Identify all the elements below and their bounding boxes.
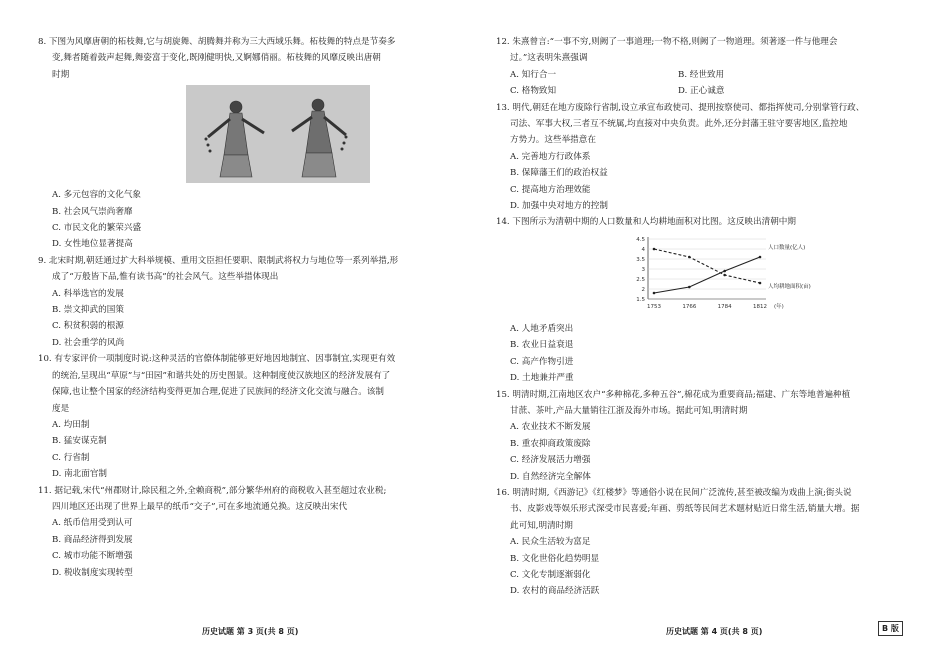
q16-option-a: A. 民众生活较为富足 (510, 537, 591, 548)
q14-option-d: D. 土地兼并严重 (510, 373, 574, 384)
chart-y-tick-label: 1.5 (636, 296, 645, 303)
q8-option-c: C. 市民文化的繁荣兴盛 (52, 223, 142, 234)
q8-option-a: A. 多元包容的文化气象 (52, 190, 142, 201)
q10-stem-3: 保障,也让整个国家的经济结构变得更加合理,促进了民族间的经济文化交流与融合。该制 (52, 387, 385, 398)
q16-stem-3: 此可知,明清时期 (510, 520, 573, 531)
chart-svg (626, 233, 826, 319)
q8-stem-3: 时期 (52, 69, 70, 80)
chart-point (723, 270, 726, 273)
q16-option-c: C. 文化专制逐渐弱化 (510, 569, 591, 580)
q8-option-d: D. 女性地位显著提高 (52, 239, 133, 250)
q16-option-d: D. 农村的商品经济活跃 (510, 586, 600, 597)
dance-illustration (186, 85, 370, 183)
chart-point (759, 282, 762, 285)
q15-option-b: B. 重农抑商政策废除 (510, 438, 591, 449)
right-column (496, 34, 914, 600)
q12-option-d: D. 正心诚意 (678, 86, 725, 97)
q9-stem-2: 成了“万般皆下品,惟有读书高”的社会风气。这些举措体现出 (52, 272, 279, 283)
q10-option-d: D. 南北面官制 (52, 469, 108, 480)
chart-y-tick-label: 2 (641, 286, 645, 293)
q14-stem-1: 14. 下图所示为清朝中期的人口数量和人均耕地面积对比图。这反映出清朝中期 (496, 217, 796, 228)
chart-series-label: 人口数量(亿人) (768, 244, 806, 251)
q12-options-row-1 (496, 67, 914, 83)
chart-point (688, 256, 691, 259)
question-12 (496, 34, 914, 100)
question-16 (496, 485, 914, 600)
chart-point (723, 274, 726, 277)
chart-series-line-2 (654, 249, 760, 283)
left-column (38, 34, 466, 581)
dancers-image (186, 85, 370, 183)
q14-option-a: A. 人地矛盾突出 (510, 323, 574, 334)
question-8 (38, 34, 466, 253)
chart-y-tick-label: 3 (641, 266, 645, 273)
version-badge: B 版 (878, 621, 903, 636)
q15-stem-1: 15. 明清时期,江南地区农户“多种棉花,多种五谷”,棉花成为重要商品;福建、广东等地普遍种植 (496, 389, 851, 400)
q9-option-c: C. 积贫积弱的根源 (52, 321, 124, 332)
footer-page-4: 历史试题 第 4 页(共 8 页) (666, 627, 763, 636)
q10-stem-4: 度是 (52, 403, 70, 414)
q12-option-c: C. 格物致知 (510, 86, 557, 97)
chart-x-tick-label: 1812 (753, 303, 767, 310)
q9-option-d: D. 社会重学的风尚 (52, 337, 125, 348)
q16-option-b: B. 文化世俗化趋势明显 (510, 553, 600, 564)
q15-option-a: A. 农业技术不断发展 (510, 422, 591, 433)
q14-option-b: B. 农业日益衰退 (510, 340, 574, 351)
q13-option-d: D. 加强中央对地方的控制 (510, 201, 608, 212)
question-11 (38, 483, 466, 581)
q12-options-row-2 (496, 83, 914, 99)
q12-stem-1: 12. 朱熹曾言:“一事不穷,则阙了一事道理;一物不格,则阙了一物道理。须著逐一件与他理会 (496, 37, 838, 47)
chart-x-tick-label: 1784 (717, 303, 732, 310)
population-chart (626, 233, 826, 319)
question-14 (496, 214, 914, 386)
footer-page-3: 历史试题 第 3 页(共 8 页) (202, 627, 299, 636)
chart-series-line-1 (654, 257, 760, 293)
chart-y-tick-label: 2.5 (636, 276, 645, 283)
q12-stem-2: 过。”这表明朱熹强调 (510, 53, 588, 64)
q16-stem-2: 书、皮影戏等娱乐形式深受市民喜爱;年画、剪纸等民间艺术题材贴近日常生活,销量大增。据 (510, 504, 860, 515)
chart-point (759, 256, 762, 259)
q12-option-a: A. 知行合一 (510, 69, 557, 80)
chart-point (653, 292, 656, 295)
q11-option-c: C. 城市功能不断增强 (52, 551, 133, 562)
q10-option-c: C. 行省制 (52, 452, 90, 463)
q11-stem-1: 11. 据记载,宋代“州郡财计,除民租之外,全赖商税”,部分繁华州府的商税收入甚至超过农业税; (38, 485, 387, 496)
chart-y-tick-label: 3.5 (636, 256, 645, 263)
q8-stem-1: 8. 下图为风靡唐朝的柘枝舞,它与胡旋舞、胡腾舞并称为三大西域乐舞。柘枝舞的特点是节奏多 (38, 37, 396, 47)
q11-option-d: D. 税收制度实现转型 (52, 567, 133, 578)
chart-x-unit-label: (年) (774, 303, 784, 310)
q9-stem-1: 9. 北宋时期,朝廷通过扩大科举规模、重用文臣担任要职、限制武将权力与地位等一系列举措,形 (38, 255, 399, 266)
q11-option-b: B. 商品经济得到发展 (52, 534, 133, 545)
question-10 (38, 351, 466, 482)
q9-option-b: B. 崇文抑武的国策 (52, 305, 124, 316)
q12-option-b: B. 经世致用 (678, 69, 725, 80)
chart-y-tick-label: 4.5 (636, 236, 645, 243)
q13-option-b: B. 保障藩王们的政治权益 (510, 168, 608, 179)
q15-option-c: C. 经济发展活力增强 (510, 455, 591, 466)
q13-option-c: C. 提高地方治理效能 (510, 184, 591, 195)
question-15 (496, 387, 914, 485)
q13-stem-2: 司法、军事大权,三者互不统属,均直接对中央负责。此外,还分封藩王驻守要害地区,监控地 (510, 119, 848, 130)
q10-option-b: B. 猛安谋克制 (52, 436, 107, 447)
q15-option-d: D. 自然经济完全解体 (510, 471, 591, 482)
q9-option-a: A. 科举选官的发展 (52, 288, 124, 299)
q8-option-b: B. 社会风气崇尚奢靡 (52, 206, 133, 217)
q13-stem-3: 方势力。这些举措意在 (510, 135, 596, 146)
q14-option-c: C. 高产作物引进 (510, 356, 574, 367)
question-13 (496, 100, 914, 215)
q11-stem-2: 四川地区还出现了世界上最早的纸币“交子”,可在多地流通兑换。这反映出宋代 (52, 501, 348, 512)
q13-option-a: A. 完善地方行政体系 (510, 151, 591, 162)
question-9 (38, 253, 466, 351)
q13-stem-1: 13. 明代,朝廷在地方废除行省制,设立承宣布政使司、提刑按察使司、都指挥使司,分别掌管行政、 (496, 102, 865, 113)
q16-stem-1: 16. 明清时期,《西游记》《红楼梦》等通俗小说在民间广泛流传,甚至被改编为戏曲上演;街头说 (496, 487, 852, 498)
chart-y-tick-label: 4 (641, 246, 645, 253)
q11-option-a: A. 纸币信用受到认可 (52, 518, 133, 529)
q10-option-a: A. 均田制 (52, 419, 90, 430)
q10-stem-1: 10. 有专家评价一项制度时说:这种灵活的官僚体制能够更好地因地制宜、因事制宜,实现更有效 (38, 354, 396, 365)
chart-point (653, 248, 656, 251)
chart-point (688, 286, 691, 289)
chart-x-tick-label: 1766 (682, 303, 697, 310)
q10-stem-2: 的统治,呈现出“草原”与“田园”和谐共处的历史图景。这种制度使汉族地区的经济发展有了 (52, 370, 391, 381)
chart-x-tick-label: 1753 (647, 303, 661, 310)
chart-series-label: 人均耕地面积(亩) (768, 283, 811, 290)
q15-stem-2: 甘蔗、茶叶,产品大量销往江浙及海外市场。据此可知,明清时期 (510, 405, 748, 416)
q8-stem-2: 变,舞者随着鼓声起舞,舞姿富于变化,既刚健明快,又婀娜俏丽。柘枝舞的风靡反映出唐朝 (52, 53, 381, 64)
